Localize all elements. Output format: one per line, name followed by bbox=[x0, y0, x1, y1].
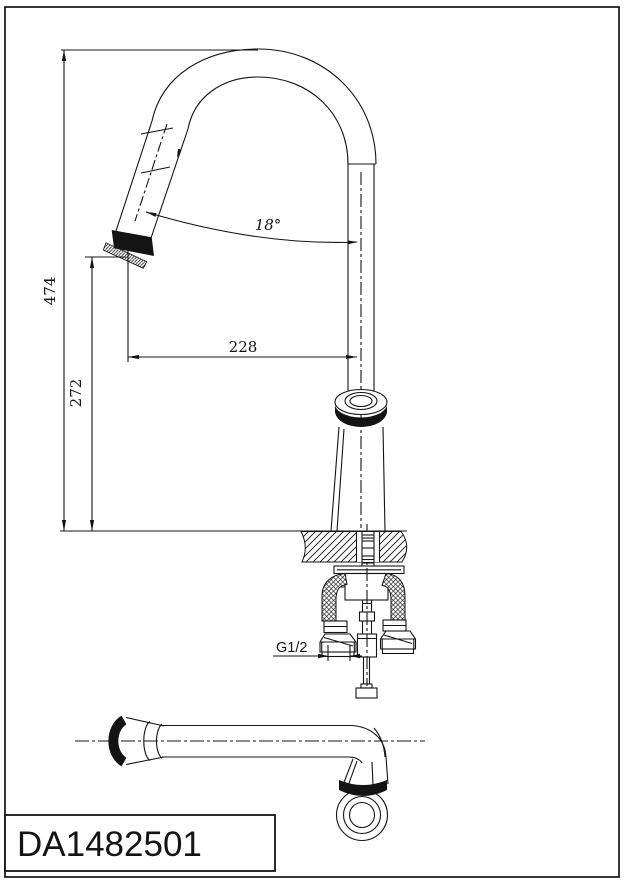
spout-tube-top bbox=[162, 726, 388, 787]
mounting-hole bbox=[357, 532, 380, 562]
dim-label-spout-reach: 228 bbox=[228, 338, 258, 356]
base-black-band bbox=[339, 780, 387, 796]
spray-head bbox=[103, 121, 188, 268]
supply-hoses bbox=[320, 574, 416, 657]
dim-label-overall-height: 474 bbox=[41, 276, 59, 306]
right-hose bbox=[382, 574, 405, 621]
faucet-base-top bbox=[337, 780, 388, 841]
flow-direction-arrow bbox=[177, 149, 182, 158]
dimension-272 bbox=[67, 257, 126, 531]
front-view bbox=[60, 49, 416, 698]
faucet-body bbox=[331, 427, 385, 531]
stud-foot bbox=[356, 688, 377, 698]
dim-label-outlet-height: 272 bbox=[67, 378, 85, 408]
countertop-section bbox=[60, 531, 407, 562]
swivel-ring bbox=[335, 390, 387, 428]
dim-label-spray-angle: 18° bbox=[254, 216, 282, 234]
product-code: DA1482501 bbox=[17, 825, 202, 864]
right-hose-nut bbox=[381, 631, 416, 654]
dimension-474 bbox=[41, 50, 258, 531]
thread-size-label: G1/2 bbox=[276, 640, 308, 656]
drawing-border bbox=[5, 7, 619, 877]
angle-annotation-18 bbox=[146, 212, 358, 244]
left-hose-nut bbox=[320, 634, 356, 657]
title-block bbox=[5, 815, 275, 871]
centerline-spout-column bbox=[361, 172, 367, 686]
dimension-228 bbox=[128, 251, 357, 362]
thread-annotation-g12 bbox=[273, 640, 362, 661]
left-hose bbox=[322, 574, 347, 622]
